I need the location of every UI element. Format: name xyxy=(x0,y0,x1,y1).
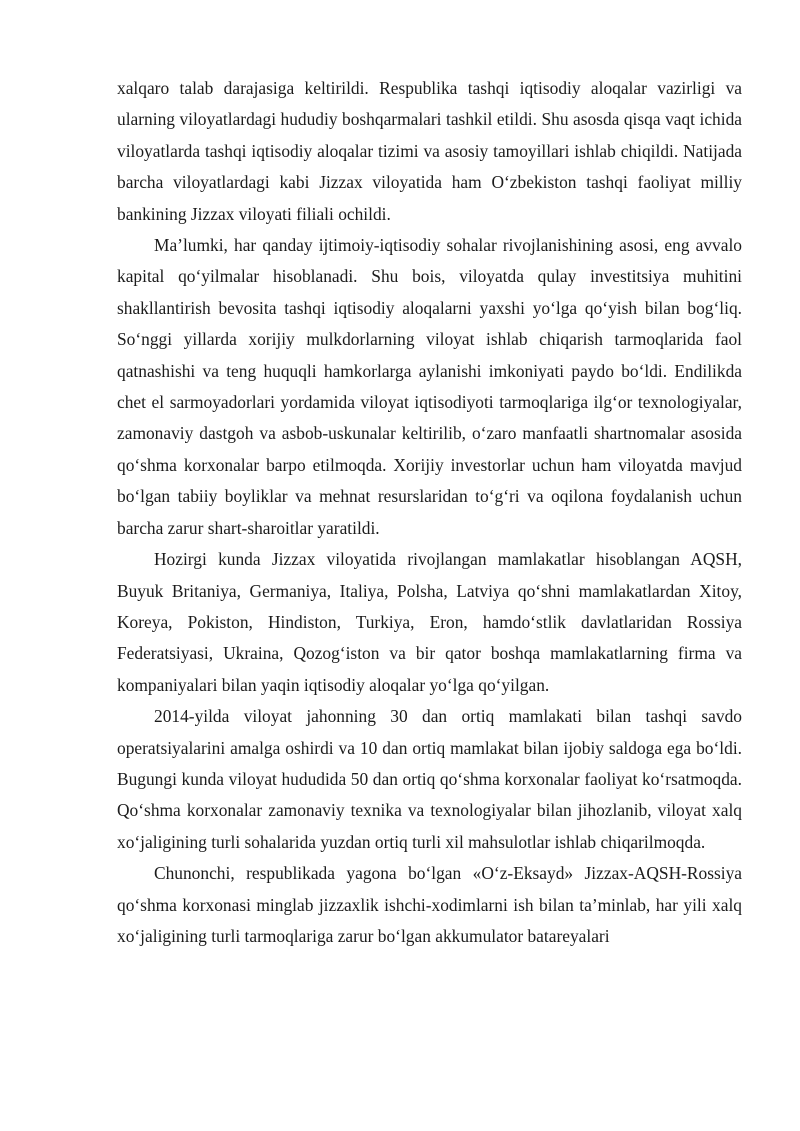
body-text xyxy=(117,73,742,952)
paragraph-foreign-partners: Hozirgi kunda Jizzax viloyatida rivojlangan mamlakatlar hisoblangan AQSH, Buyuk Britaniya, Germaniya, Italiya, Polsha, Latviya qo‘shni mamlakatlardan Xitoy, Koreya, Pokiston, Hindiston, Turkiya, Eron, hamdo‘stlik davlatlaridan Rossiya Federatsiyasi, Ukraina, Qozog‘iston va bir qator boshqa mamlakatlarning firma va kompaniyalari bilan yaqin iqtisodiy aloqalar yo‘lga qo‘yilgan. xyxy=(117,549,742,695)
paragraph-continuation: xalqaro talab darajasiga keltirildi. Respublika tashqi iqtisodiy aloqalar vazirligi va ularning viloyatlardagi hududiy boshqarmalari tashkil etildi. Shu asosda qisqa vaqt ichida viloyatlarda tashqi iqtisodiy aloqalar tizimi va asosiy tamoyillari ishlab chiqildi. Natijada barcha viloyatlardagi kabi Jizzax viloyatida ham O‘zbekiston tashqi faoliyat milliy bankining Jizzax viloyati filiali ochildi. xyxy=(117,78,742,224)
paragraph-trade-2014: 2014-yilda viloyat jahonning 30 dan ortiq mamlakati bilan tashqi savdo operatsiyalarini amalga oshirdi va 10 dan ortiq mamlakat bilan ijobiy saldoga ega bo‘ldi. Bugungi kunda viloyat hududida 50 dan ortiq qo‘shma korxonalar faoliyat ko‘rsatmoqda. Qo‘shma korxonalar zamonaviy texnika va texnologiyalar bilan jihozlanib, viloyat xalq xo‘jaligining turli sohalarida yuzdan ortiq turli xil mahsulotlar ishlab chiqarilmoqda. xyxy=(117,706,742,852)
paragraph-joint-venture: Chunonchi, respublikada yagona bo‘lgan «O‘z-Eksayd» Jizzax-AQSH-Rossiya qo‘shma korxonasi minglab jizzaxlik ishchi-xodimlarni ish bilan ta’minlab, har yili xalq xo‘jaligining turli tarmoqlariga zarur bo‘lgan akkumulator batareyalari xyxy=(117,863,742,946)
paragraph-capital-investment: Ma’lumki, har qanday ijtimoiy-iqtisodiy sohalar rivojlanishining asosi, eng avvalo kapital qo‘yilmalar hisoblanadi. Shu bois, viloyatda qulay investitsiya muhitini shakllantirish bevosita tashqi iqtisodiy aloqalarni yaxshi yo‘lga qo‘yish bilan bog‘liq. So‘nggi yillarda xorijiy mulkdorlarning viloyat ishlab chiqarish tarmoqlarida faol qatnashishi va teng huquqli hamkorlarga aylanishi imkoniyati paydo bo‘ldi. Endilikda chet el sarmoyadorlari yordamida viloyat iqtisodiyoti tarmoqlariga ilg‘or texnologiyalar, zamonaviy dastgoh va asbob-uskunalar keltirilib, o‘zaro manfaatli shartnomalar asosida qo‘shma korxonalar barpo etilmoqda. Xorijiy investorlar uchun ham viloyatda mavjud bo‘lgan tabiiy boyliklar va mehnat resurslaridan to‘g‘ri va oqilona foydalanish uchun barcha zarur shart-sharoitlar yaratildi. xyxy=(117,235,742,538)
